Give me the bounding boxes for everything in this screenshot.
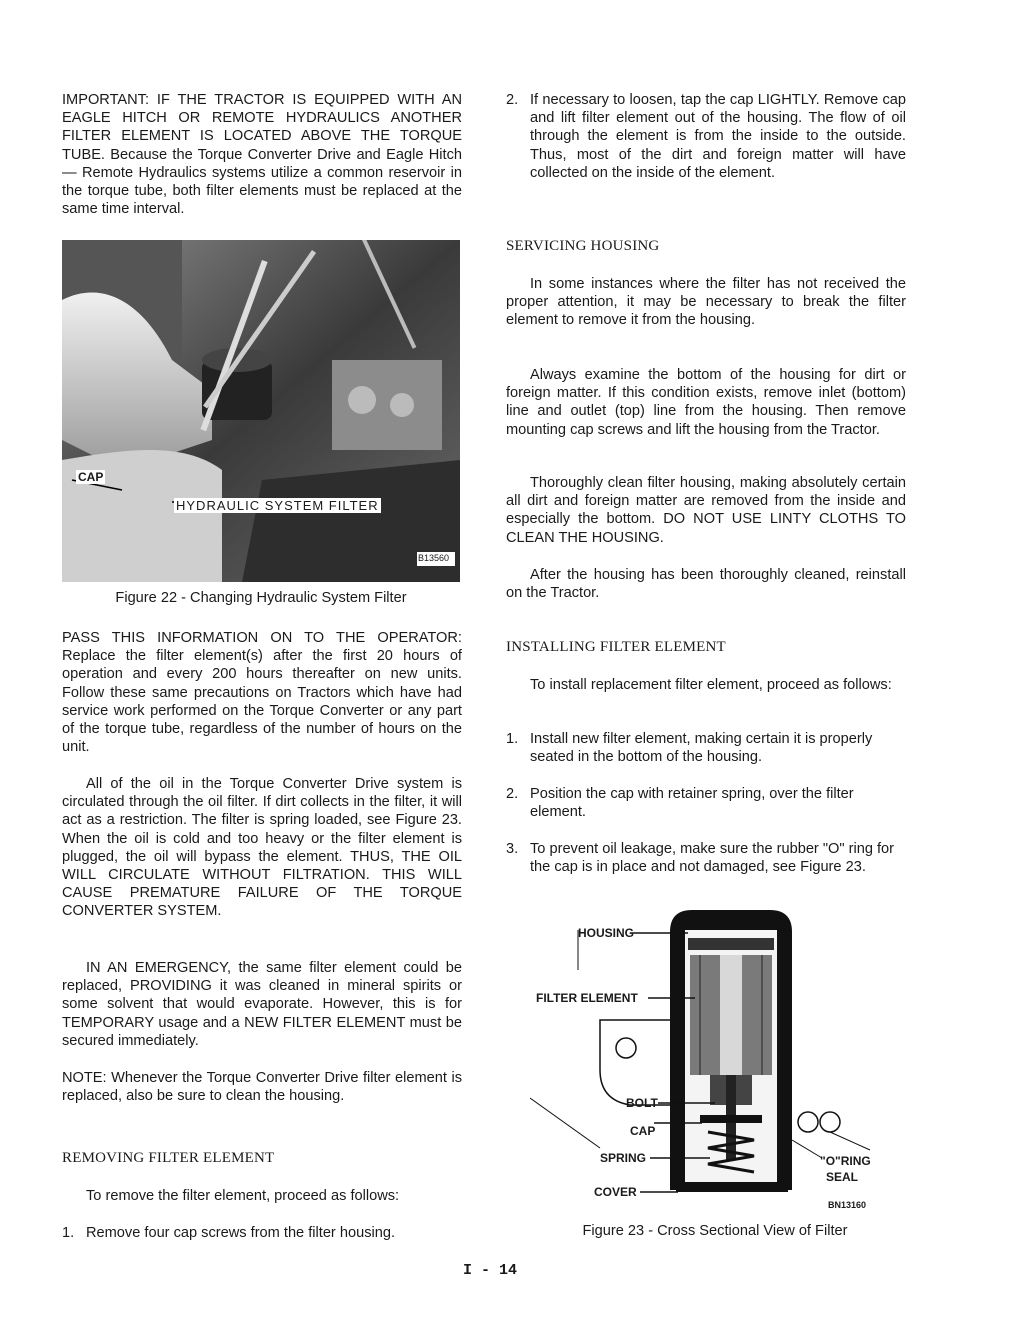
- bolt-label: BOLT: [626, 1096, 658, 1110]
- servicing-paragraph-2: Always examine the bottom of the housing for dirt or foreign matter. If this condition exists, remove inlet (bottom) line and outlet (top) line from the housing. Then remove mounting cap screws and lift the housing from the Tractor.: [506, 367, 906, 438]
- step-number: 1.: [62, 1225, 75, 1241]
- oil-paragraph: All of the oil in the Torque Converter Drive system is circulated through the oil filter. If dirt collects in the filter, it will act as a restriction. The filter is spring loaded, see Figure 23. When the oil is cold and too heavy or the filter element is plugged, the oil will bypass the element. THUS, THE OIL WILL CIRCULATE WITHOUT FILTRATION. THIS WILL CAUSE PREMATURE FAILURE OF THE TORQUE CONVERTER SYSTEM.: [62, 776, 462, 920]
- step-number: 2.: [506, 92, 519, 108]
- cap-label: CAP: [78, 470, 104, 484]
- installing-intro: To install replacement filter element, proceed as follows:: [530, 677, 892, 693]
- seal-label: SEAL: [826, 1170, 859, 1184]
- step-text: Position the cap with retainer spring, over the filter element.: [530, 786, 854, 821]
- step-number: 2.: [506, 786, 519, 802]
- o-ring-shape: [798, 1112, 818, 1132]
- cover-label: COVER: [594, 1185, 637, 1199]
- step-text: Remove four cap screws from the filter housing.: [86, 1225, 396, 1241]
- step-number: 1.: [506, 731, 519, 747]
- figure-23-caption: Figure 23 - Cross Sectional View of Filter: [582, 1223, 848, 1239]
- installing-heading: INSTALLING FILTER ELEMENT: [506, 639, 726, 655]
- removing-intro: To remove the filter element, proceed as follows:: [86, 1188, 400, 1204]
- hydraulic-filter-photo: [62, 240, 460, 582]
- servicing-heading: SERVICING HOUSING: [506, 238, 660, 254]
- housing-label: HOUSING: [578, 926, 635, 940]
- hydraulic-filter-label: HYDRAULIC SYSTEM FILTER: [176, 498, 379, 513]
- step-text: Install new filter element, making certain it is properly seated in the bottom of the housing.: [530, 731, 873, 766]
- cap-shape: [700, 1115, 762, 1123]
- emergency-paragraph: IN AN EMERGENCY, the same filter element could be replaced, PROVIDING it was cleaned in mineral spirits or some solvent that would evaporate. However, this is for TEMPORARY usage and a NEW FILTER ELEMENT must be secured immediately.: [62, 960, 462, 1049]
- servicing-paragraph-3: Thoroughly clean filter housing, making absolutely certain all dirt and foreign matter are removed from the inside and especially the bottom. DO NOT USE LINTY CLOTHS TO CLEAN THE HOUSING.: [506, 475, 906, 546]
- pass-info-paragraph: PASS THIS INFORMATION ON TO THE OPERATOR: Replace the filter element(s) after the first 20 hours of operation and every 200 hours thereafter on new units. Follow these same precautions on Tractors which have had service work performed on the Torque Converter or any part of the torque tube, regardless of the number of hours on the unit.: [62, 630, 462, 756]
- spring-label: SPRING: [600, 1151, 647, 1165]
- page-number: I - 14: [463, 1262, 518, 1279]
- o-ring-label: "O"RING: [820, 1154, 871, 1168]
- removing-heading: REMOVING FILTER ELEMENT: [62, 1150, 275, 1166]
- figure-22-caption: Figure 22 - Changing Hydraulic System Filter: [115, 590, 407, 606]
- figure-22-photo: [62, 240, 460, 582]
- servicing-paragraph-4: After the housing has been thoroughly cleaned, reinstall on the Tractor.: [506, 567, 906, 602]
- cover-shape: [676, 1182, 788, 1192]
- important-paragraph: IMPORTANT: IF THE TRACTOR IS EQUIPPED WITH AN EAGLE HITCH OR REMOTE HYDRAULICS ANOTHER FILTER ELEMENT IS LOCATED ABOVE THE TORQUE TUBE. Because the Torque Converter Drive and Eagle Hitch — Remote Hydraulics systems utilize a common reservoir in the torque tube, both filter elements must be replaced at the same time interval.: [62, 92, 462, 218]
- figure-22-code: B13560: [418, 553, 450, 563]
- figure-23-code: BN13160: [828, 1200, 867, 1210]
- step-text: If necessary to loosen, tap the cap LIGHTLY. Remove cap and lift filter element out of the housing. The flow of oil through the element is from the inside to the outside. Thus, most of the dirt and foreign matter will have collected on the inside of the element.: [530, 92, 906, 181]
- figure-23-diagram: [530, 900, 890, 1220]
- filter-element-label: FILTER ELEMENT: [536, 991, 638, 1005]
- note-paragraph: NOTE: Whenever the Torque Converter Drive filter element is replaced, also be sure to clean the housing.: [62, 1070, 462, 1105]
- step-text: To prevent oil leakage, make sure the rubber "O" ring for the cap is in place and not damaged, see Figure 23.: [530, 841, 895, 876]
- servicing-paragraph-1: In some instances where the filter has not received the proper attention, it may be necessary to break the filter element to remove it from the housing.: [506, 276, 906, 329]
- step-number: 3.: [506, 841, 519, 857]
- cap-label-fig23: CAP: [630, 1124, 656, 1138]
